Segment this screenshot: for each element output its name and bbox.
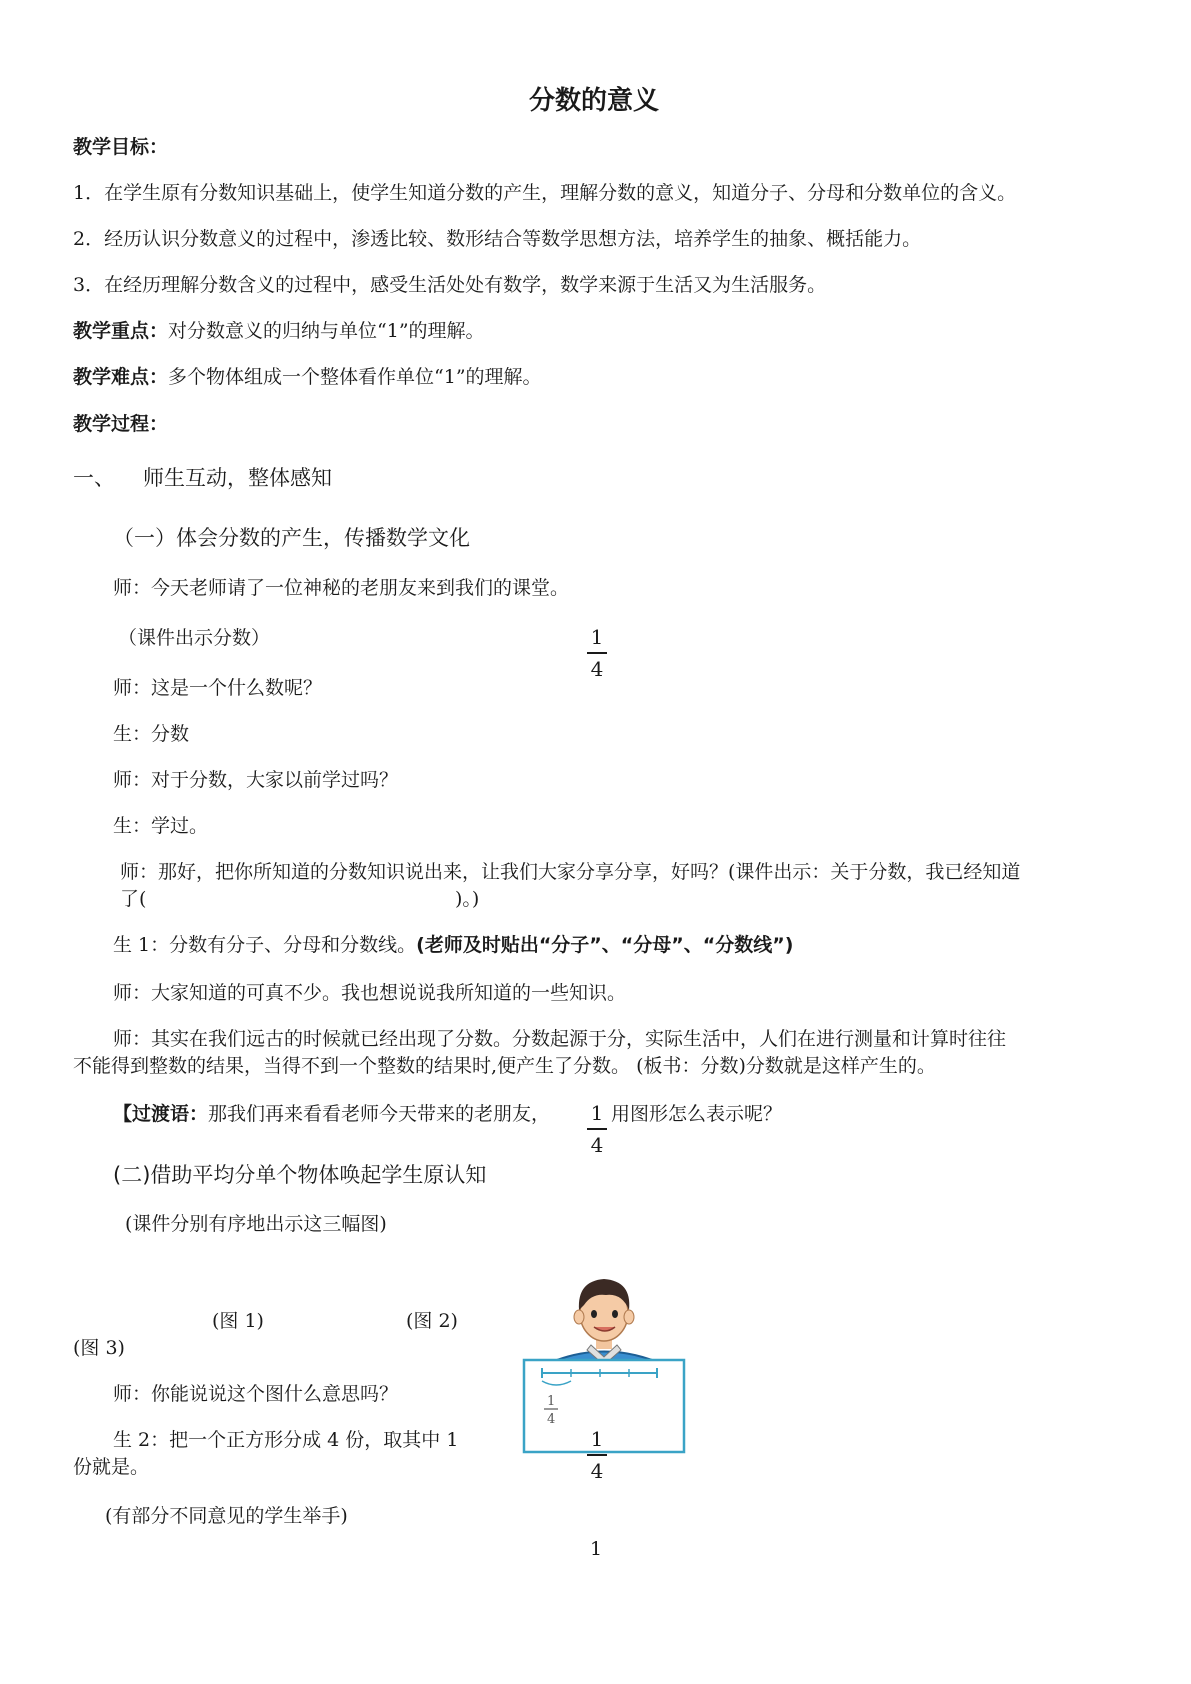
svg-text:4: 4 xyxy=(547,1412,556,1427)
key-point xyxy=(73,318,485,344)
fraction-one-quarter xyxy=(586,1428,608,1482)
key-point-label: 教学重点： xyxy=(73,320,169,342)
transition-line xyxy=(113,1101,550,1127)
page-title: 分数的意义 xyxy=(529,86,660,116)
subsection-title: （一）体会分数的产生，传播数学文化 xyxy=(113,526,470,550)
student-holding-board-illustration xyxy=(522,1265,687,1455)
student-line: 生：分数 xyxy=(113,723,190,745)
difficulty xyxy=(73,364,542,390)
transition-label: 【过渡语： xyxy=(113,1103,209,1125)
classroom-note: (有部分不同意见的学生举手) xyxy=(105,1505,348,1527)
student-line: 生 2：把一个正方形分成 4 份，取其中 1 xyxy=(113,1429,459,1451)
process-label: 教学过程： xyxy=(73,413,169,435)
teacher-line-cont: 了( xyxy=(120,888,147,910)
teacher-line-cont: )。) xyxy=(455,888,480,910)
teacher-line: 师：这是一个什么数呢？ xyxy=(113,677,323,699)
fraction-numerator: 1 xyxy=(590,1101,604,1125)
teacher-line: 师：大家知道的可真不少。我也想说说我所知道的一些知识。 xyxy=(113,982,627,1004)
subsection-title: (二)借助平均分单个物体唤起学生原认知 xyxy=(113,1163,487,1187)
section-title: 师生互动，整体感知 xyxy=(143,466,332,490)
teacher-line-cont: 不能得到整数的结果，当得不到一个整数的结果时,便产生了分数。 (板书：分数)分数就是这样产生的。 xyxy=(73,1055,936,1077)
courseware-note: （课件出示分数） xyxy=(118,627,271,649)
fraction-denominator: 4 xyxy=(590,1133,604,1157)
goals-label: 教学目标： xyxy=(73,136,169,158)
page-number: 1 xyxy=(590,1538,603,1560)
student-line: 生：学过。 xyxy=(113,815,209,837)
key-point-text: 对分数意义的归纳与单位“1”的理解。 xyxy=(168,320,485,342)
board-note: (老师及时贴出“分子”、“分母”、“分数线”) xyxy=(416,934,794,956)
fraction-numerator: 1 xyxy=(590,1427,604,1451)
fraction-bar xyxy=(587,1128,607,1130)
goal-item-3: 3．在经历理解分数含义的过程中，感受生活处处有数学，数学来源于生活又为生活服务。 xyxy=(73,274,827,296)
student-line xyxy=(113,932,793,958)
fraction-bar xyxy=(587,1454,607,1456)
fraction-numerator: 1 xyxy=(590,625,604,649)
difficulty-text: 多个物体组成一个整体看作单位“1”的理解。 xyxy=(168,366,542,388)
teacher-line: 师：其实在我们远古的时候就已经出现了分数。分数起源于分，实际生活中，人们在进行测量和计算时往往 xyxy=(113,1028,1007,1050)
difficulty-label: 教学难点： xyxy=(73,366,169,388)
courseware-note: (课件分别有序地出示这三幅图) xyxy=(125,1213,387,1235)
teacher-line: 师：那好，把你所知道的分数知识说出来，让我们大家分享分享，好吗？(课件出示：关于分数，我已经知道 xyxy=(120,861,1021,883)
fraction-denominator: 4 xyxy=(590,1459,604,1483)
fraction-one-quarter xyxy=(586,1102,608,1156)
transition-tail: 用图形怎么表示呢？ xyxy=(611,1103,783,1125)
teacher-line: 师：今天老师请了一位神秘的老朋友来到我们的课堂。 xyxy=(113,577,570,599)
teacher-line: 师：对于分数，大家以前学过吗？ xyxy=(113,769,399,791)
figure-1-label: (图 1) xyxy=(212,1310,264,1332)
teacher-line: 师：你能说说这个图什么意思吗？ xyxy=(113,1383,399,1405)
svg-text:1: 1 xyxy=(547,1394,556,1409)
goal-item-2: 2．经历认识分数意义的过程中，渗透比较、数形结合等数学思想方法，培养学生的抽象、概括能力。 xyxy=(73,228,922,250)
figure-2-label: (图 2) xyxy=(406,1310,458,1332)
fraction-one-quarter xyxy=(586,626,608,680)
student-1-text: 生 1：分数有分子、分母和分数线。 xyxy=(113,934,417,956)
fraction-denominator: 4 xyxy=(590,657,604,681)
figure-3-label: (图 3) xyxy=(73,1337,125,1359)
fraction-bar xyxy=(587,652,607,654)
goal-item-1: 1．在学生原有分数知识基础上，使学生知道分数的产生，理解分数的意义，知道分子、分母和分数单位的含义。 xyxy=(73,182,1017,204)
transition-text: 那我们再来看看老师今天带来的老朋友， xyxy=(208,1103,551,1125)
section-number: 一、 xyxy=(73,466,115,490)
student-line-cont: 份就是。 xyxy=(73,1456,150,1478)
